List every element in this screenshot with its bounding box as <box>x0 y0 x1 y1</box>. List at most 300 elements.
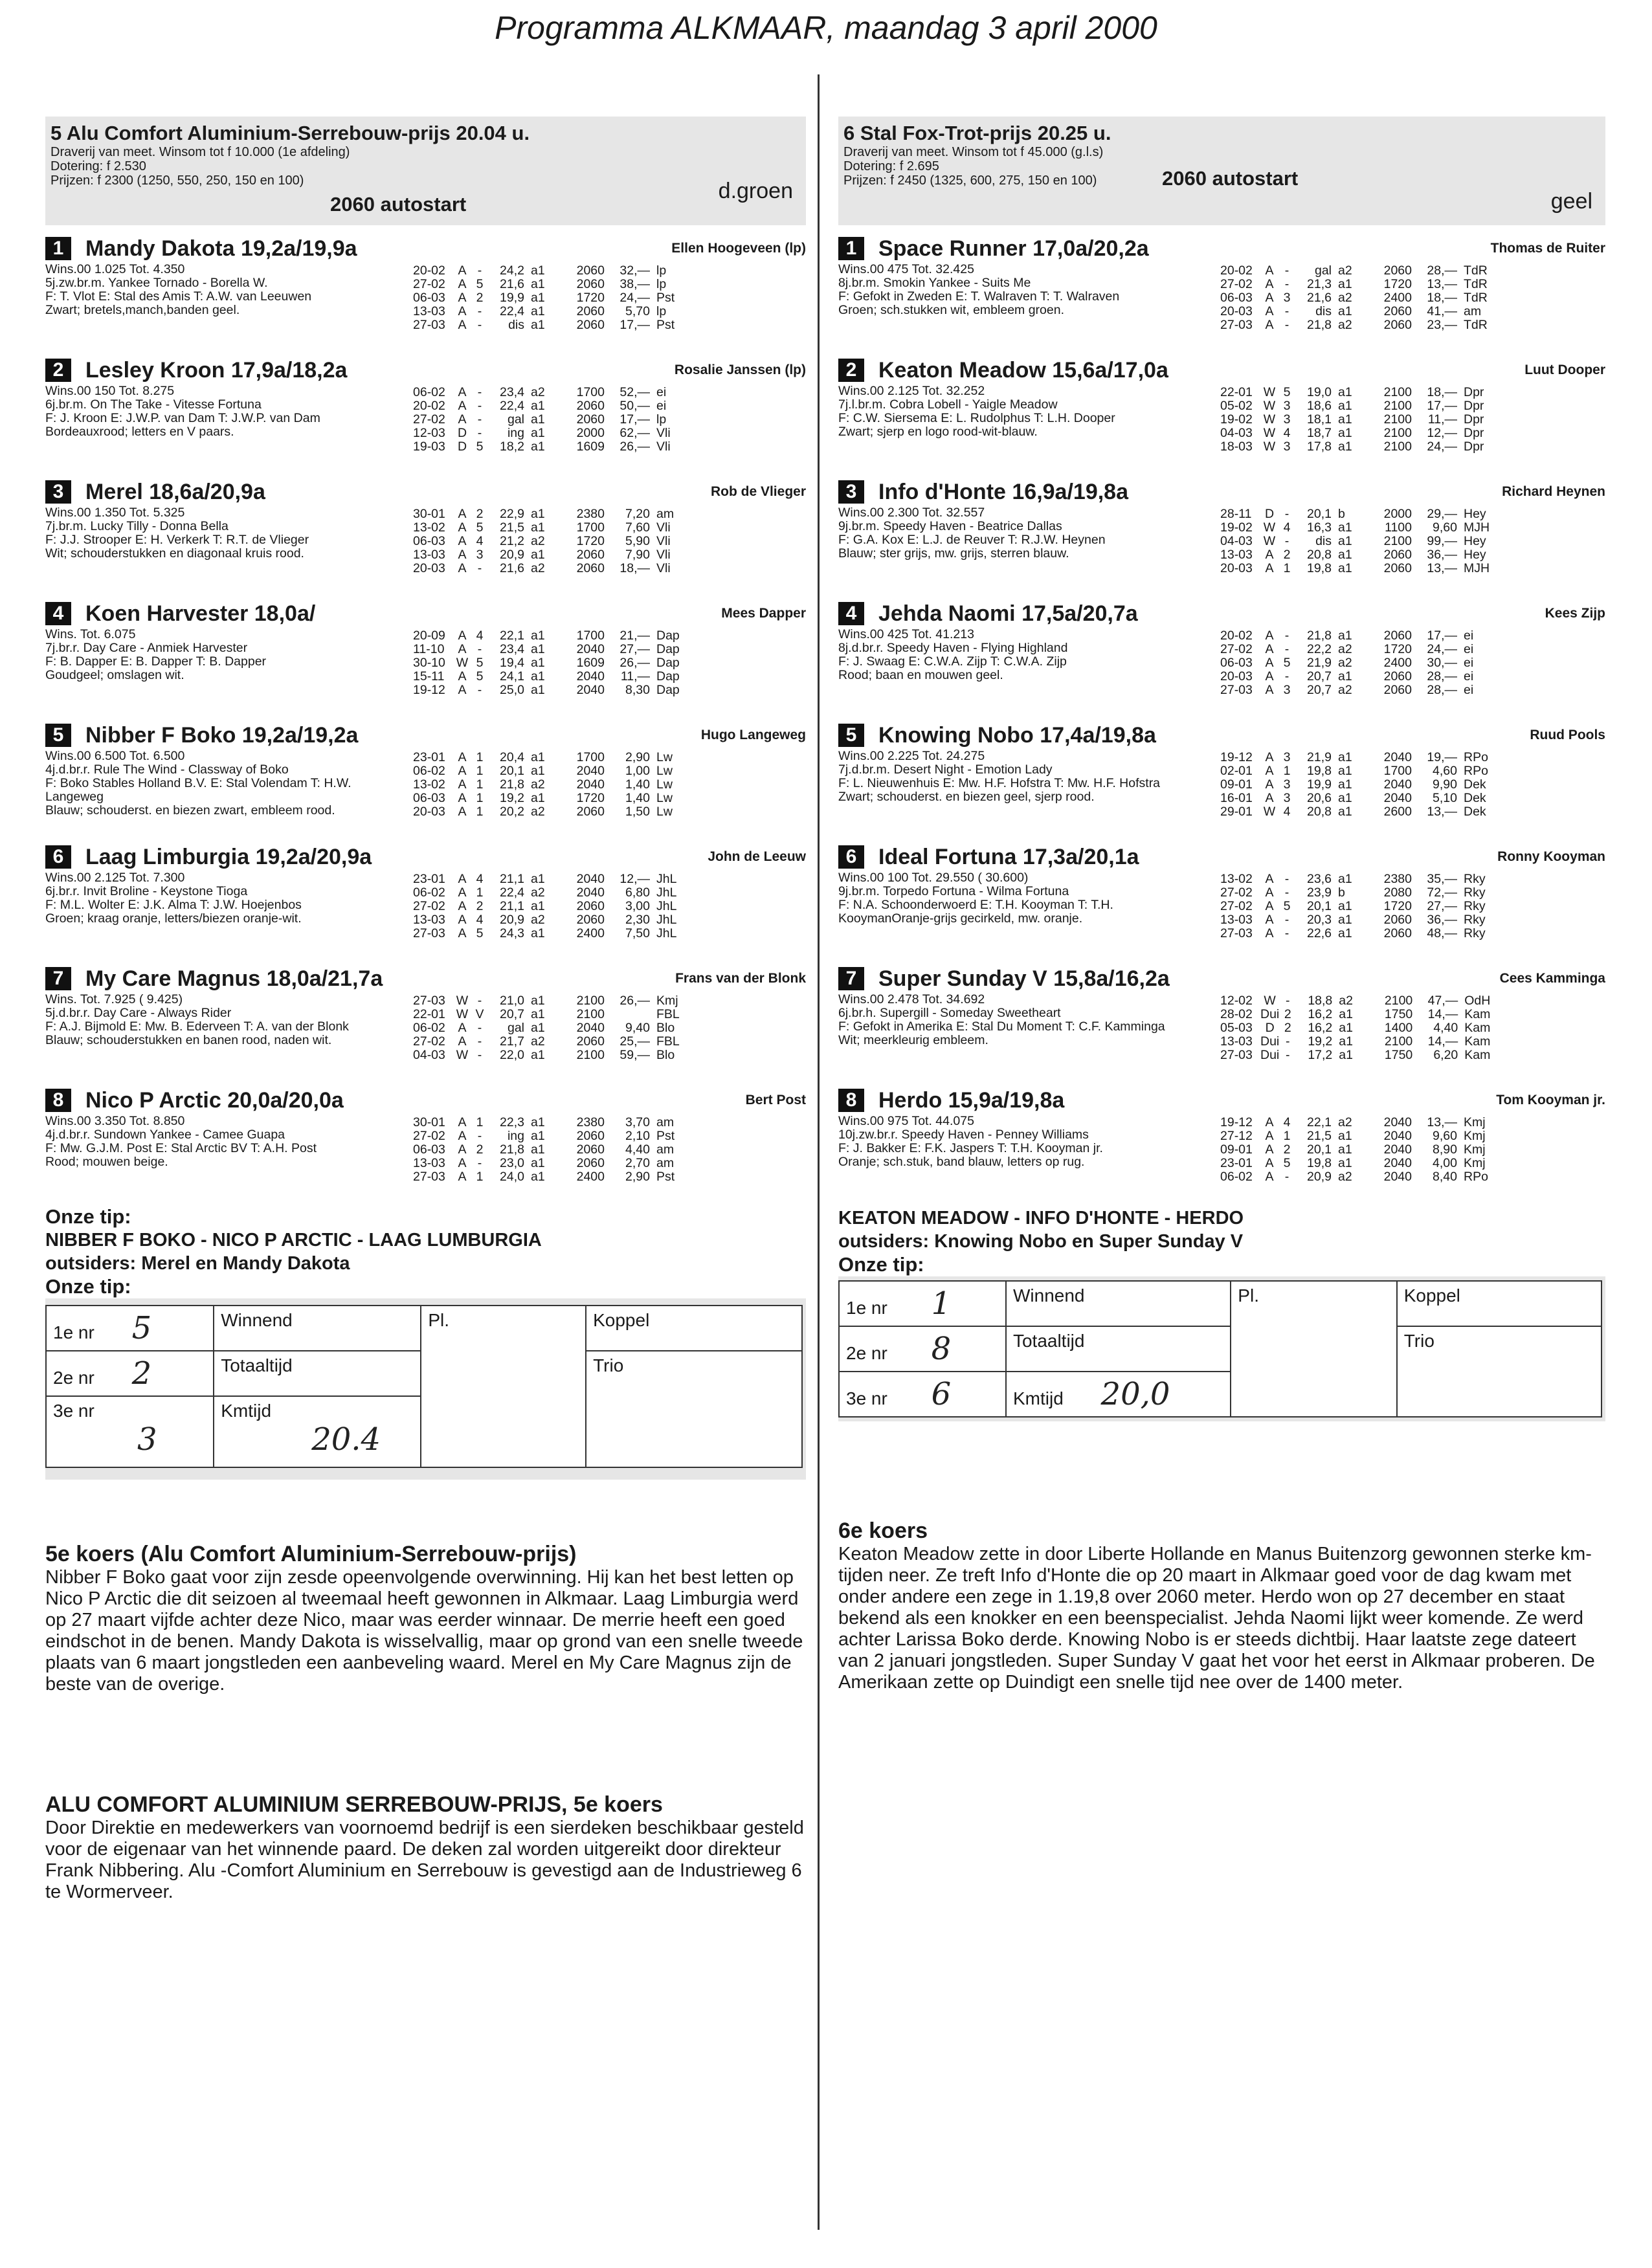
form-cell: 24,— <box>1427 439 1457 454</box>
driver-name: Rosalie Janssen (lp) <box>674 362 806 377</box>
race-prizes: Prijzen: f 2300 (1250, 550, 250, 150 en 100) <box>50 173 304 188</box>
form-cell: 21,5 <box>500 520 524 535</box>
form-row <box>1220 629 1502 643</box>
form-cell: 2380 <box>1383 872 1412 886</box>
form-cell: a1 <box>1338 1129 1352 1143</box>
form-cell: 27-02 <box>1220 885 1253 900</box>
form-cell: 06-02 <box>413 885 445 900</box>
form-cell: 19,9 <box>1307 777 1332 792</box>
form-cell: 28,— <box>1427 669 1457 684</box>
horse-header <box>45 599 806 628</box>
driver-name: Thomas de Ruiter <box>1490 241 1605 256</box>
form-cell: 1 <box>476 885 484 900</box>
form-cell: Pst <box>656 318 675 332</box>
bet-third[interactable] <box>46 1396 214 1467</box>
form-cell: 2040 <box>1383 777 1412 792</box>
form-cell: 20-03 <box>1220 669 1253 684</box>
form-row <box>413 684 695 697</box>
bet-kmtijd-label: Kmtijd <box>221 1401 272 1421</box>
form-cell: 47,— <box>1427 994 1458 1008</box>
form-cell: a1 <box>531 304 545 318</box>
horse-name: Super Sunday V 15,8a/16,2a <box>878 966 1170 991</box>
form-cell: - <box>1286 1034 1290 1049</box>
form-cell: 4,40 <box>1433 1021 1458 1035</box>
form-cell: 20,6 <box>1307 791 1332 805</box>
form-cell: Pst <box>656 291 675 305</box>
form-row <box>413 792 695 805</box>
form-cell: 18,1 <box>1307 412 1332 427</box>
form-cell: 26,— <box>620 439 650 454</box>
form-cell: 9,40 <box>625 1021 650 1035</box>
form-cell: A <box>458 318 467 332</box>
form-cell: 1720 <box>576 291 605 305</box>
form-cell: 17,2 <box>1308 1048 1333 1062</box>
form-cell: 2040 <box>1383 1156 1412 1170</box>
form-cell: 2040 <box>1383 1142 1412 1157</box>
bet-first[interactable] <box>46 1306 214 1351</box>
race-header <box>45 117 806 225</box>
horse-entry <box>45 356 806 469</box>
form-cell: dis <box>508 318 524 332</box>
form-cell: 17,— <box>620 318 650 332</box>
form-cell: 24,3 <box>500 926 524 940</box>
form-cell: a1 <box>531 426 545 440</box>
form-cell: JhL <box>656 926 677 940</box>
horse-info <box>45 263 408 317</box>
form-cell: 27-03 <box>413 926 445 940</box>
form-cell: 21,8 <box>500 777 524 792</box>
form-cell: Blo <box>656 1021 675 1035</box>
form-cell: 2040 <box>576 885 605 900</box>
form-cell: 59,— <box>620 1048 650 1062</box>
form-cell: 13,— <box>1427 561 1457 575</box>
driver-name: Richard Heynen <box>1502 484 1605 499</box>
form-cell: 27-03 <box>413 1170 445 1184</box>
form-cell: ei <box>1464 669 1474 684</box>
horse-info-line: 4j.d.br.r. Rule The Wind - Classway of Boko <box>45 762 289 777</box>
horse-info <box>45 871 408 926</box>
bet-winnend[interactable] <box>1006 1281 1231 1326</box>
form-cell: 8,30 <box>625 683 650 697</box>
horse-name: Keaton Meadow 15,6a/17,0a <box>878 357 1168 383</box>
form-cell: W <box>1263 412 1276 427</box>
bet-kmtijd-label: Kmtijd <box>1012 1388 1064 1408</box>
form-cell: 2600 <box>1383 805 1412 819</box>
form-cell: 3 <box>1283 399 1291 413</box>
form-cell: 20,8 <box>1307 805 1332 819</box>
start-number-badge: 7 <box>838 967 864 990</box>
form-cell: 5 <box>1283 1156 1291 1170</box>
form-cell: 4 <box>476 534 484 548</box>
form-cell: - <box>477 1129 482 1143</box>
form-cell: 1750 <box>1384 1048 1413 1062</box>
form-cell: 2 <box>1284 1007 1291 1021</box>
horse-info-line: Oranje; sch.stuk, band blauw, letters op rug. <box>838 1155 1085 1169</box>
horse-info-line: Wins.00 475 Tot. 32.425 <box>838 262 974 276</box>
form-cell: A <box>1265 1156 1274 1170</box>
form-cell: A <box>458 548 467 562</box>
horse-entry <box>838 356 1605 469</box>
horse-entry <box>838 234 1605 347</box>
form-cell: A <box>1265 304 1274 318</box>
form-cell: Kmj <box>1464 1129 1486 1143</box>
bet-totaaltijd-label: Totaaltijd <box>1012 1331 1085 1351</box>
form-table <box>413 507 695 575</box>
horse-info-line: Groen; sch.stukken wit, embleem groen. <box>838 303 1064 317</box>
race-header <box>838 117 1605 225</box>
form-cell: Dpr <box>1464 426 1484 440</box>
race-dotation: Dotering: f 2.530 <box>50 159 146 173</box>
form-cell: Vli <box>656 561 671 575</box>
form-cell: 13,— <box>1427 1115 1457 1129</box>
bet-place[interactable] <box>1231 1281 1396 1417</box>
form-cell: 5 <box>1283 899 1291 913</box>
form-cell: 27-02 <box>413 1034 445 1049</box>
bet-place[interactable] <box>421 1306 586 1467</box>
form-cell: 2100 <box>1384 1034 1413 1049</box>
form-cell: a2 <box>1338 656 1352 670</box>
form-cell: - <box>477 304 482 318</box>
form-row <box>1220 1116 1502 1129</box>
form-cell: a1 <box>531 899 545 913</box>
form-cell: am <box>656 507 675 521</box>
form-cell: gal <box>507 1021 524 1035</box>
form-cell: 20,7 <box>1307 669 1332 684</box>
form-cell: 1720 <box>1383 277 1412 291</box>
form-cell: A <box>1265 561 1274 575</box>
form-row <box>1220 643 1502 656</box>
bet-winnend[interactable] <box>214 1306 421 1351</box>
form-cell: Lw <box>656 791 673 805</box>
form-cell: - <box>1284 872 1289 886</box>
horse-info-line: Groen; kraag oranje, letters/biezen oranje-wit. <box>45 911 302 926</box>
driver-name: Frans van der Blonk <box>675 971 806 986</box>
form-row <box>1220 805 1502 819</box>
form-cell: - <box>1284 926 1289 940</box>
form-cell: 72,— <box>1427 885 1457 900</box>
form-cell: a1 <box>531 263 545 278</box>
form-cell: 2060 <box>576 899 605 913</box>
form-cell: RPo <box>1464 1170 1488 1184</box>
form-cell: 22,2 <box>1307 642 1332 656</box>
form-cell: 20,9 <box>500 913 524 927</box>
horse-info <box>838 506 1201 561</box>
form-cell: 29-01 <box>1220 805 1253 819</box>
form-cell: 26,— <box>620 656 650 670</box>
form-cell: gal <box>507 412 524 427</box>
bet-second[interactable] <box>839 1326 1006 1372</box>
form-cell: 20,1 <box>500 764 524 778</box>
bet-first[interactable] <box>839 1281 1006 1326</box>
form-cell: 23,9 <box>1307 885 1332 900</box>
form-row <box>1220 427 1502 440</box>
form-cell: 1 <box>476 777 484 792</box>
page-title: Programma ALKMAAR, maandag 3 april 2000 <box>495 10 1157 46</box>
bet-trio-label: Trio <box>1403 1331 1434 1351</box>
horse-info <box>838 993 1201 1047</box>
form-cell: Lw <box>656 750 673 764</box>
form-cell: W <box>1263 439 1276 454</box>
horse-info-line: Zwart; sjerp en logo rood-wit-blauw. <box>838 425 1038 439</box>
form-cell: 25,— <box>620 1034 650 1049</box>
form-cell: 28-11 <box>1220 507 1252 521</box>
form-cell: 27-02 <box>1220 899 1253 913</box>
form-cell: a1 <box>531 642 545 656</box>
horse-name: My Care Magnus 18,0a/21,7a <box>85 966 383 991</box>
bet-third[interactable] <box>839 1372 1006 1417</box>
race-conditions: Draverij van meet. Winsom tot f 10.000 (1e afdeling) <box>50 145 350 159</box>
form-cell: a1 <box>531 399 545 413</box>
driver-name: Ruud Pools <box>1530 728 1605 742</box>
form-cell: 12-02 <box>1220 994 1253 1008</box>
driver-name: Bert Post <box>745 1093 806 1107</box>
form-cell: Dap <box>656 656 680 670</box>
form-cell: 23-01 <box>413 872 445 886</box>
horse-list <box>45 234 806 1199</box>
form-cell: 13-03 <box>413 1156 445 1170</box>
form-cell: ei <box>1464 628 1474 643</box>
form-cell: 21,6 <box>1307 291 1332 305</box>
form-cell: 20-02 <box>1220 628 1253 643</box>
form-table <box>413 1116 695 1184</box>
horse-entry <box>45 599 806 712</box>
horse-entry <box>45 721 806 834</box>
form-cell: 2040 <box>1383 1129 1412 1143</box>
form-cell: 2060 <box>576 318 605 332</box>
handwritten-third: 6 <box>931 1376 952 1412</box>
form-cell: 9,60 <box>1433 520 1457 535</box>
horse-info-line: 5j.zw.br.m. Yankee Tornado - Borella W. <box>45 276 268 290</box>
form-cell: 2 <box>476 291 484 305</box>
form-cell: Dap <box>656 628 680 643</box>
form-cell: 1 <box>1283 764 1291 778</box>
form-cell: RPo <box>1464 750 1488 764</box>
form-cell: 1400 <box>1384 1021 1413 1035</box>
start-number-badge: 2 <box>838 359 864 382</box>
form-cell: 2060 <box>576 805 605 819</box>
form-cell: A <box>1265 913 1274 927</box>
form-cell: 2100 <box>576 994 605 1008</box>
bet-kmtijd[interactable] <box>1006 1372 1231 1417</box>
horse-info-line: Wit; schouderstukken en diagonaal kruis rood. <box>45 546 304 561</box>
bet-trio[interactable] <box>586 1351 802 1467</box>
form-cell: 5,70 <box>625 304 650 318</box>
horse-info-line: Wins.00 3.350 Tot. 8.850 <box>45 1114 185 1128</box>
start-number-badge: 5 <box>45 724 71 747</box>
form-cell: 1100 <box>1385 520 1412 535</box>
form-cell: 28,— <box>1427 263 1457 278</box>
form-cell: 36,— <box>1427 913 1457 927</box>
form-cell: A <box>458 561 467 575</box>
form-cell: 2080 <box>1383 885 1412 900</box>
horse-entry <box>45 964 806 1077</box>
form-cell: a1 <box>531 548 545 562</box>
form-cell: 7,60 <box>625 520 650 535</box>
form-row <box>1220 873 1502 886</box>
form-cell: Dap <box>656 642 680 656</box>
form-cell: Dek <box>1464 791 1486 805</box>
form-cell: 04-03 <box>1220 534 1253 548</box>
form-cell: 2060 <box>1383 669 1412 684</box>
horse-name: Nico P Arctic 20,0a/20,0a <box>85 1087 344 1113</box>
form-cell: Dpr <box>1464 399 1484 413</box>
form-cell: FBL <box>656 1007 680 1021</box>
horse-name: Laag Limburgia 19,2a/20,9a <box>85 844 372 869</box>
form-cell: - <box>1286 994 1290 1008</box>
race-color: geel <box>1550 189 1592 214</box>
form-cell: 27-03 <box>1220 1048 1253 1062</box>
form-cell: 99,— <box>1427 534 1457 548</box>
form-row <box>1220 386 1502 399</box>
form-cell: 5 <box>476 439 484 454</box>
form-cell: 22-01 <box>413 1007 445 1021</box>
form-row <box>413 656 695 670</box>
form-cell: Pst <box>656 1129 675 1143</box>
bet-second[interactable] <box>46 1351 214 1396</box>
form-row <box>413 440 695 454</box>
form-cell: A <box>1265 885 1274 900</box>
form-cell: 2040 <box>576 1021 605 1035</box>
form-cell: A <box>1265 1142 1274 1157</box>
form-cell: 16,2 <box>1308 1021 1333 1035</box>
form-row <box>1220 562 1502 575</box>
form-cell: Vli <box>656 534 671 548</box>
form-cell: a2 <box>531 805 545 819</box>
horse-info-line: F: T. Vlot E: Stal des Amis T: A.W. van Leeuwen <box>45 289 312 304</box>
form-row <box>1220 1049 1503 1062</box>
horse-name: Lesley Kroon 17,9a/18,2a <box>85 357 348 383</box>
form-cell: ei <box>656 399 667 413</box>
form-cell: Lw <box>656 805 673 819</box>
form-cell: A <box>458 304 467 318</box>
driver-name: Luut Dooper <box>1524 362 1605 377</box>
form-cell: - <box>477 1034 482 1049</box>
form-cell: 1 <box>1283 1129 1291 1143</box>
form-cell: a1 <box>531 926 545 940</box>
driver-name: Tom Kooyman jr. <box>1496 1093 1605 1107</box>
form-table <box>1220 264 1502 332</box>
form-table <box>1220 1116 1502 1184</box>
form-cell: a1 <box>531 1129 545 1143</box>
form-row <box>413 1129 695 1143</box>
bet-koppel[interactable] <box>1397 1281 1602 1326</box>
form-row <box>413 413 695 427</box>
bet-place-label: Pl. <box>428 1310 450 1330</box>
form-row <box>413 1170 695 1184</box>
form-cell: 15-11 <box>413 669 445 684</box>
form-row <box>413 900 695 913</box>
form-cell: Vli <box>656 520 671 535</box>
horse-name: Koen Harvester 18,0a/ <box>85 601 316 626</box>
form-cell: 4,00 <box>1433 1156 1457 1170</box>
handwritten-kmtijd: 20,0 <box>1100 1376 1170 1412</box>
form-cell: a1 <box>1338 777 1352 792</box>
form-cell: 2060 <box>576 304 605 318</box>
horse-info-line: F: G.A. Kox E: L.J. de Reuver T: R.J.W. Heynen <box>838 533 1106 547</box>
form-row <box>413 805 695 819</box>
form-cell: 2100 <box>1383 534 1412 548</box>
form-table <box>1220 751 1502 819</box>
form-cell: 21,9 <box>1307 656 1332 670</box>
race-6-column <box>838 117 1605 1693</box>
form-cell: 2060 <box>1383 913 1412 927</box>
form-cell: TdR <box>1464 318 1488 332</box>
form-cell: 2000 <box>576 426 605 440</box>
horse-name: Nibber F Boko 19,2a/19,2a <box>85 722 359 748</box>
start-number-badge: 1 <box>45 237 71 260</box>
horse-info-line: Wins.00 2.225 Tot. 24.275 <box>838 749 985 763</box>
horse-info-line: Wins.00 2.125 Tot. 32.252 <box>838 384 985 398</box>
start-number-badge: 2 <box>45 359 71 382</box>
form-cell: 1,00 <box>625 764 650 778</box>
form-cell: 2060 <box>1383 318 1412 332</box>
bet-trio[interactable] <box>1397 1326 1602 1417</box>
horse-header <box>45 1086 806 1115</box>
horse-info-line: F: C.W. Siersema E: L. Rudolphus T: L.H. Dooper <box>838 411 1115 425</box>
form-row <box>413 386 695 399</box>
form-cell: A <box>1265 291 1274 305</box>
form-cell: 2400 <box>576 1170 605 1184</box>
form-cell: 13-03 <box>1220 1034 1253 1049</box>
form-cell: 18,— <box>1427 385 1457 399</box>
form-cell: 19,2 <box>1308 1034 1333 1049</box>
form-cell: JhL <box>656 899 677 913</box>
horse-info <box>45 384 408 439</box>
form-cell: Lw <box>656 764 673 778</box>
form-cell: 3 <box>1283 683 1291 697</box>
form-cell: RPo <box>1464 764 1488 778</box>
horse-info-line: 8j.d.br.r. Speedy Haven - Flying Highland <box>838 641 1068 655</box>
form-cell: D <box>1265 1021 1275 1035</box>
horse-info <box>838 263 1201 317</box>
bet-totaaltijd[interactable] <box>214 1351 421 1396</box>
form-cell: 06-02 <box>413 764 445 778</box>
form-cell: 18,2 <box>500 439 524 454</box>
bet-kmtijd[interactable] <box>214 1396 421 1467</box>
form-cell: JhL <box>656 872 677 886</box>
sponsor-text: Door Direktie en medewerkers van voornoemd bedrijf is een sierdeken beschikbaar gesteld voor de eigenaar van het winnende paard. De deken zal worden uitgereikt door direkteur Frank Nibbering. Alu -Comfort Aluminium en Serrebouw is gevestigd aan de Industrieweg 6 te Wormerveer. <box>45 1818 804 1902</box>
form-cell: A <box>1265 1170 1274 1184</box>
form-cell: a1 <box>531 669 545 684</box>
form-cell: 20,7 <box>500 1007 524 1021</box>
commentary-title: 5e koers (Alu Comfort Aluminium-Serrebouw-prijs) <box>45 1542 577 1566</box>
form-cell: lp <box>656 263 667 278</box>
form-cell: 06-03 <box>413 291 445 305</box>
form-cell: am <box>656 1142 675 1157</box>
form-cell: 2060 <box>1383 683 1412 697</box>
form-cell: a2 <box>531 561 545 575</box>
form-table <box>1220 629 1502 697</box>
driver-name: Cees Kamminga <box>1499 971 1605 986</box>
form-cell: 18,— <box>1427 291 1457 305</box>
bet-totaaltijd[interactable] <box>1006 1326 1231 1372</box>
form-cell: 19,— <box>1427 750 1457 764</box>
horse-info-line: F: A.J. Bijmold E: Mw. B. Ederveen T: A. van der Blonk <box>45 1019 349 1034</box>
handwritten-first: 5 <box>131 1310 152 1346</box>
form-cell: a2 <box>531 777 545 792</box>
form-table <box>413 994 695 1062</box>
form-cell: Pst <box>656 1170 675 1184</box>
form-cell: 2380 <box>576 507 605 521</box>
form-cell: 2,70 <box>625 1156 650 1170</box>
form-cell: a1 <box>1338 399 1352 413</box>
form-cell: 22,0 <box>500 1048 524 1062</box>
form-cell: 24,— <box>1427 642 1457 656</box>
bet-third-label: 3e nr <box>846 1388 887 1408</box>
bet-koppel[interactable] <box>586 1306 802 1351</box>
form-cell: 22,1 <box>1307 1115 1332 1129</box>
form-cell: - <box>477 385 482 399</box>
